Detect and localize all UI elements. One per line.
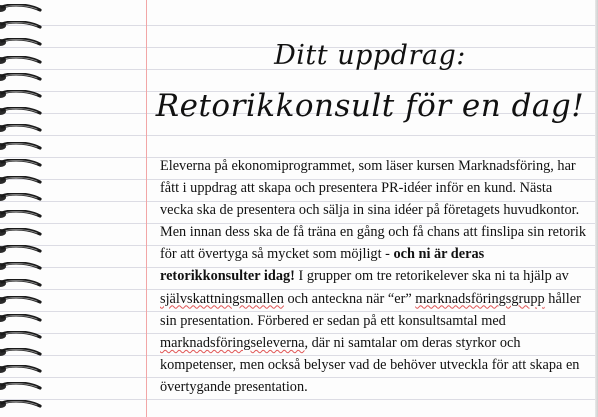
- spiral-coil: [0, 296, 44, 306]
- spiral-coil: [0, 38, 44, 48]
- spiral-coil: [0, 262, 44, 272]
- spiral-coil: [0, 90, 44, 100]
- body-text-part3: och anteckna när “er”: [283, 290, 416, 307]
- spiral-coil: [0, 400, 44, 410]
- body-text-part4: håller sin presentation. Förbered er sedan på ett konsultsamtal med: [160, 290, 581, 329]
- body-text-part2: I grupper om tre retorikelever ska ni ta hjälp av: [294, 268, 569, 285]
- spiral-coil: [0, 210, 44, 220]
- spiral-coil: [0, 193, 44, 203]
- spiral-coil: [0, 159, 44, 169]
- spiral-binding: [0, 0, 46, 417]
- body-text-part5: , där ni samtalar om deras styrkor och kompetenser, men också belyser vad de behöver utveckla för att skapa en övertygande presentation.: [160, 334, 580, 395]
- spiral-coil: [0, 245, 44, 255]
- spiral-coil: [0, 382, 44, 392]
- spiral-coil: [0, 279, 44, 289]
- title-line-2: Retorikkonsult för en dag!: [155, 88, 585, 124]
- body-text-part1: Eleverna på ekonomiprogrammet, som läser kursen Marknadsföring, har fått i uppdrag att skapa och presentera PR-idéer inför en kund. Nästa vecka ska de presentera och sälja in sina idéer på företagets huvudkontor. Men innan dess ska de få träna en gång och få chans att finslipa sin retorik för att övertyga så mycket som möjligt -: [160, 158, 586, 263]
- spiral-coil: [0, 331, 44, 341]
- body-text-underlined-2: marknadsföringsgrupp: [415, 290, 545, 307]
- spiral-coil: [0, 142, 44, 152]
- spiral-coil: [0, 348, 44, 358]
- assignment-text: [160, 155, 588, 398]
- spiral-coil: [0, 73, 44, 83]
- spiral-coil: [0, 124, 44, 134]
- spiral-coil: [0, 176, 44, 186]
- body-text-underlined-3: marknadsföringseleverna: [160, 334, 305, 351]
- spiral-coil: [0, 365, 44, 375]
- body-text-bold: och ni är deras retorikkonsulter idag!: [160, 246, 485, 285]
- spiral-coil: [0, 228, 44, 238]
- title-line-1: Ditt uppdrag:: [274, 40, 466, 71]
- spiral-coil: [0, 21, 44, 31]
- spiral-coil: [0, 314, 44, 324]
- spiral-coil: [0, 107, 44, 117]
- spiral-coil: [0, 4, 44, 14]
- spiral-coil: [0, 56, 44, 66]
- body-text-underlined-1: självskattningsmallen: [160, 290, 284, 307]
